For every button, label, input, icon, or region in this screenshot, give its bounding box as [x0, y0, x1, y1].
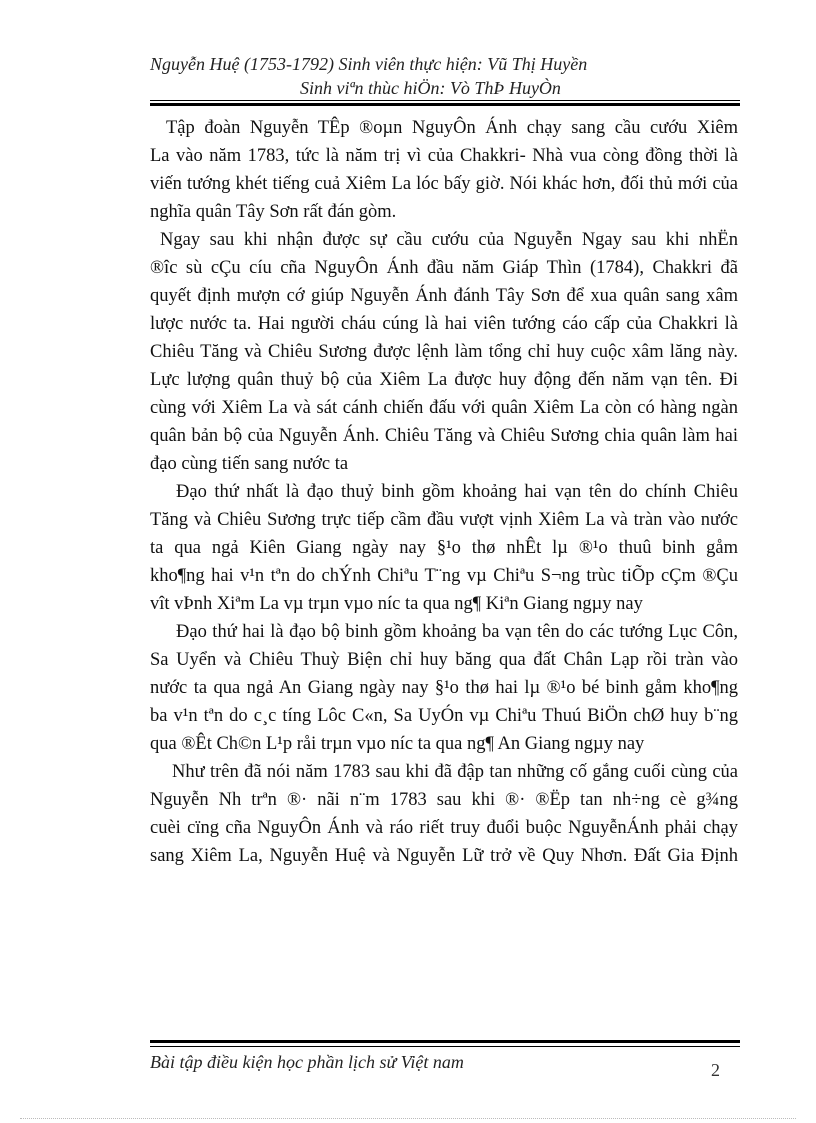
- header-line-2: Sinh viªn thùc hiÖn: Vò ThÞ HuyÒn: [300, 78, 561, 98]
- body-line: đạo cùng tiến sang nước ta: [150, 454, 349, 474]
- page-number: 2: [711, 1060, 720, 1080]
- body-line: cuèi cïng cña NguyÔn Ánh và ráo riết truy đuổi buộc NguyễnÁnh phải chạy: [150, 818, 738, 838]
- body-line: kho¶ng hai v¹n tªn do chÝnh Chiªu T¨ng vµ Chiªu S¬ng trùc tiÕp cÇm ®Çu: [150, 566, 738, 586]
- body-line: Tập đoàn Nguyễn TÊp ®oµn NguyÔn Ánh chạy sang cầu cướu Xiêm: [166, 118, 738, 138]
- body-line: Đạo thứ hai là đạo bộ binh gồm khoảng ba vạn tên do các tướng Lục Côn,: [176, 622, 738, 642]
- body-line: quyết định mượn cớ giúp Nguyễn Ánh đánh Tây Sơn để xua quân sang xâm: [150, 286, 738, 306]
- body-line: vît vÞnh Xiªm La vµ trµn vµo níc ta qua ng¶ Kiªn Giang ngµy nay: [150, 594, 643, 614]
- page-bottom-border: [20, 1118, 796, 1119]
- body-line: Lực lượng quân thuỷ bộ của Xiêm La được huy động đến năm vạn tên. Đi: [150, 370, 738, 390]
- body-line: nước ta qua ngả An Giang ngày nay §¹o thø hai lµ ®¹o bé binh gåm kho¶ng: [150, 678, 738, 698]
- body-line: Như trên đã nói năm 1783 sau khi đã đập tan những cố gắng cuối cùng của: [172, 762, 738, 782]
- body-line: nghĩa quân Tây Sơn rất đán gòm.: [150, 202, 397, 222]
- header-line-1: Nguyễn Huệ (1753-1792) Sinh viên thực hiện: Vũ Thị Huyền: [150, 54, 588, 74]
- body-line: ta qua ngả Kiên Giang ngày nay §¹o thø nhÊt lµ ®¹o thuû binh gåm: [150, 538, 738, 558]
- footer-rule-thick: [150, 1040, 740, 1043]
- body-line: Sa Uyển và Chiêu Thuỳ Biện chỉ huy băng qua đất Chân Lạp rồi tràn vào: [150, 650, 738, 670]
- body-line: La vào năm 1783, tức là năm trị vì của Chakkri- Nhà vua còng đồng thời là: [150, 146, 738, 166]
- body-line: ba v¹n tªn do c¸c tíng Lôc C«n, Sa UyÓn vµ Chiªu Thuú BiÖn chØ huy b¨ng: [150, 706, 738, 726]
- page-footer: Bài tập điều kiện học phần lịch sử Việt nam: [150, 1052, 464, 1072]
- header-rule-thin: [150, 100, 740, 101]
- footer-rule-thin: [150, 1046, 740, 1047]
- body-line: viến tướng khét tiếng cuả Xiêm La lóc bấy giờ. Nói khác hơn, đối thủ mới của: [150, 174, 738, 194]
- body-line: cùng với Xiêm La và sát cánh chiến đấu với quân Xiêm La còn có hàng ngàn: [150, 398, 738, 418]
- header-rule-thick: [150, 103, 740, 106]
- body-line: Ngay sau khi nhận được sự cầu cướu của Nguyễn Ngay sau khi nhËn: [160, 230, 738, 250]
- body-line: Tăng và Chiêu Sương trực tiếp cầm đầu vượt vịnh Xiêm La và tràn vào nước: [150, 510, 738, 530]
- body-line: lược nước ta. Hai người cháu cúng là hai viên tướng cáo cấp của Chakkri là: [150, 314, 738, 334]
- body-line: Chiêu Tăng và Chiêu Sương được lệnh làm tổng chỉ huy cuộc xâm lăng này.: [150, 342, 738, 362]
- body-line: qua ®Êt Ch©n L¹p råi trµn vµo níc ta qua ng¶ An Giang ngµy nay: [150, 734, 645, 754]
- body-line: ®îc sù cÇu cíu cña NguyÔn Ánh đầu năm Giáp Thìn (1784), Chakkri đã: [150, 258, 738, 278]
- body-line: quân bản bộ của Nguyễn Ánh. Chiêu Tăng và Chiêu Sương chia quân làm hai: [150, 426, 738, 446]
- body-line: sang Xiêm La, Nguyễn Huệ và Nguyễn Lữ trở về Quy Nhơn. Đất Gia Định: [150, 846, 738, 866]
- body-line: Đạo thứ nhất là đạo thuỷ binh gồm khoảng hai vạn tên do chính Chiêu: [176, 482, 738, 502]
- body-line: Nguyễn Nh trªn ®· nãi n¨m 1783 sau khi ®· ®Ëp tan nh÷ng cè g¾ng: [150, 790, 738, 810]
